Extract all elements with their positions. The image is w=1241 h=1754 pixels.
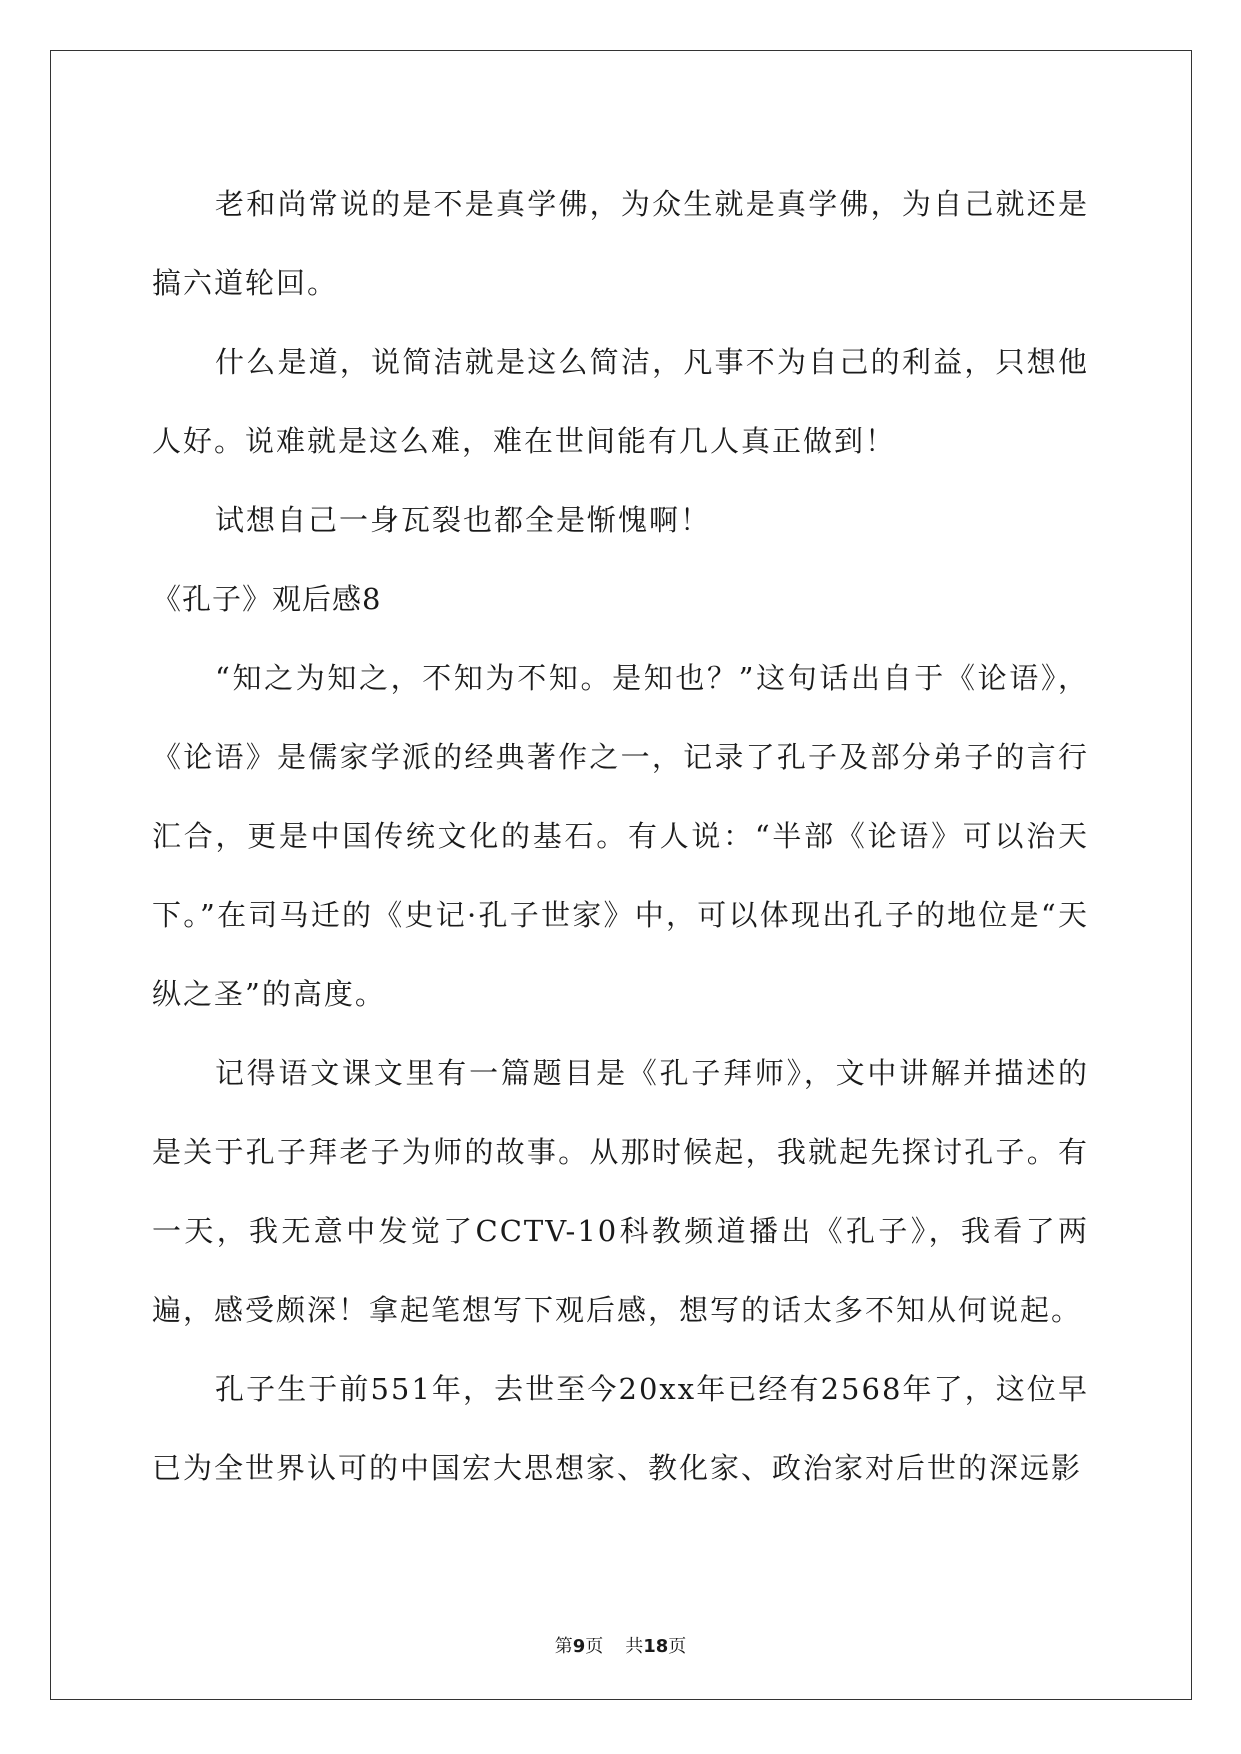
page-footer	[0, 1632, 1241, 1658]
paragraph: 孔子生于前551年，去世至今20xx年已经有2568年了，这位早已为全世界认可的中国宏大思想家、教化家、政治家对后世的深远影	[152, 1372, 1089, 1485]
paragraph: 老和尚常说的是不是真学佛，为众生就是真学佛，为自己就还是搞六道轮回。	[152, 187, 1089, 300]
total-suffix: 页	[668, 1636, 687, 1657]
document-body	[152, 165, 1089, 1508]
total-prefix: 共	[625, 1636, 644, 1657]
paragraph: 试想自己一身瓦裂也都全是惭愧啊！	[215, 503, 712, 537]
paragraph: 什么是道，说简洁就是这么简洁，凡事不为自己的利益，只想他人好。说难就是这么难，难在世间能有几人真正做到！	[152, 345, 1089, 458]
page-suffix: 页	[585, 1636, 604, 1657]
paragraph: “知之为知之，不知为不知。是知也？”这句话出自于《论语》，《论语》是儒家学派的经典著作之一，记录了孔子及部分弟子的言行汇合，更是中国传统文化的基石。有人说：“半部《论语》可以治天下。”在司马迁的《史记·孔子世家》中，可以体现出孔子的地位是“天纵之圣”的高度。	[152, 661, 1089, 1011]
page-number: 9	[572, 1636, 586, 1657]
paragraph: 记得语文课文里有一篇题目是《孔子拜师》，文中讲解并描述的是关于孔子拜老子为师的故事。从那时候起，我就起先探讨孔子。有一天，我无意中发觉了CCTV-10科教频道播出《孔子》，我看了两遍，感受颇深！拿起笔想写下观后感，想写的话太多不知从何说起。	[152, 1056, 1089, 1327]
total-pages: 18	[643, 1636, 669, 1657]
section-heading: 《孔子》观后感8	[152, 582, 382, 616]
page-prefix: 第	[554, 1636, 573, 1657]
